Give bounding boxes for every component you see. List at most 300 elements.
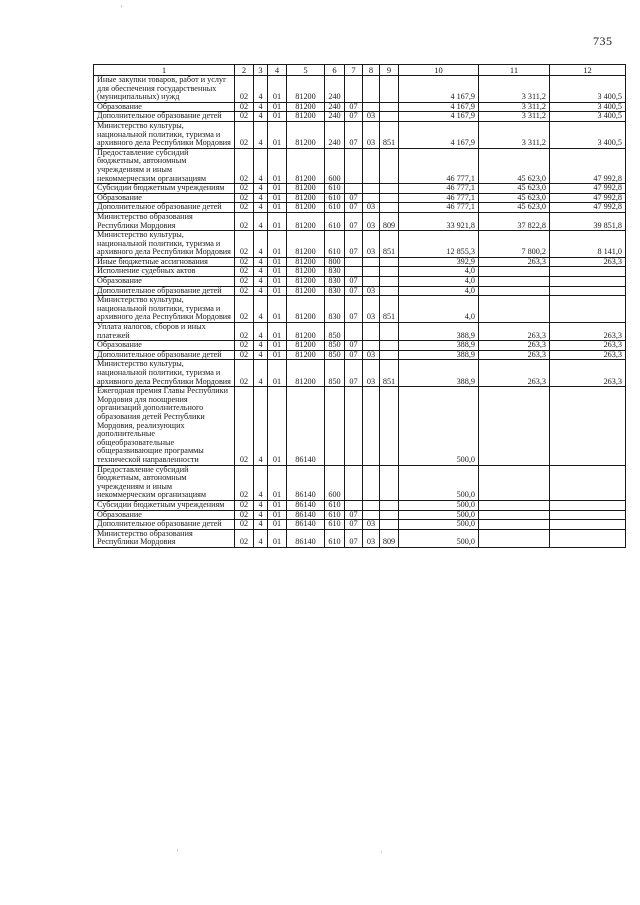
code-4-cell: 01 [268, 341, 287, 351]
amount-12-cell [550, 267, 626, 277]
table-row [94, 277, 626, 287]
table-row [94, 296, 626, 323]
code-6-cell: 850 [325, 350, 345, 360]
code-5-cell: 86140 [287, 465, 325, 500]
amount-12-cell: 39 851,8 [550, 212, 626, 230]
code-6-cell: 610 [325, 520, 345, 530]
code-2-cell: 02 [235, 387, 254, 465]
amount-10-cell: 392,9 [399, 257, 479, 267]
code-9-cell [380, 500, 399, 510]
amount-11-cell [479, 529, 550, 547]
code-3-cell: 4 [254, 148, 268, 183]
code-5-cell: 81200 [287, 112, 325, 122]
code-2-cell: 02 [235, 529, 254, 547]
code-9-cell [380, 277, 399, 287]
code-3-cell: 4 [254, 121, 268, 148]
amount-12-cell [550, 500, 626, 510]
code-8-cell: 03 [363, 212, 380, 230]
code-6-cell: 240 [325, 102, 345, 112]
amount-10-cell: 500,0 [399, 465, 479, 500]
code-2-cell: 02 [235, 203, 254, 213]
code-6-cell [325, 387, 345, 465]
code-4-cell: 01 [268, 121, 287, 148]
code-3-cell: 4 [254, 465, 268, 500]
code-6-cell: 830 [325, 277, 345, 287]
code-6-cell: 600 [325, 465, 345, 500]
code-3-cell: 4 [254, 231, 268, 258]
code-7-cell: 07 [345, 231, 363, 258]
row-label-cell: Дополнительное образование детей [94, 520, 235, 530]
amount-12-cell: 263,3 [550, 341, 626, 351]
code-8-cell: 03 [363, 520, 380, 530]
code-3-cell: 4 [254, 193, 268, 203]
table-row [94, 341, 626, 351]
table-row [94, 203, 626, 213]
row-label-cell: Образование [94, 510, 235, 520]
column-header-6: 6 [325, 65, 345, 76]
code-4-cell: 01 [268, 102, 287, 112]
code-6-cell: 240 [325, 76, 345, 103]
column-header-9: 9 [380, 65, 399, 76]
amount-12-cell [550, 387, 626, 465]
code-2-cell: 02 [235, 102, 254, 112]
code-3-cell: 4 [254, 257, 268, 267]
code-6-cell: 610 [325, 231, 345, 258]
code-3-cell: 4 [254, 296, 268, 323]
amount-11-cell [479, 510, 550, 520]
table-row [94, 121, 626, 148]
amount-10-cell: 4 167,9 [399, 76, 479, 103]
row-label-cell: Уплата налогов, сборов и иных платежей [94, 323, 235, 341]
code-4-cell: 01 [268, 277, 287, 287]
code-4-cell: 01 [268, 193, 287, 203]
table-row [94, 76, 626, 103]
code-8-cell: 03 [363, 360, 380, 387]
code-5-cell: 81200 [287, 231, 325, 258]
amount-12-cell [550, 465, 626, 500]
code-2-cell: 02 [235, 465, 254, 500]
row-label-cell: Образование [94, 102, 235, 112]
code-2-cell: 02 [235, 257, 254, 267]
code-7-cell: 07 [345, 296, 363, 323]
code-8-cell [363, 257, 380, 267]
amount-10-cell: 4,0 [399, 286, 479, 296]
code-9-cell [380, 257, 399, 267]
amount-10-cell: 4,0 [399, 277, 479, 287]
code-7-cell [345, 387, 363, 465]
row-label-cell: Образование [94, 193, 235, 203]
code-2-cell: 02 [235, 520, 254, 530]
code-6-cell: 610 [325, 500, 345, 510]
code-3-cell: 4 [254, 212, 268, 230]
amount-12-cell: 263,3 [550, 323, 626, 341]
amount-11-cell [479, 520, 550, 530]
table-row [94, 286, 626, 296]
code-3-cell: 4 [254, 112, 268, 122]
code-7-cell: 07 [345, 341, 363, 351]
code-9-cell [380, 350, 399, 360]
code-8-cell: 03 [363, 203, 380, 213]
code-7-cell: 07 [345, 212, 363, 230]
code-9-cell [380, 76, 399, 103]
amount-12-cell: 47 992,8 [550, 193, 626, 203]
table-row [94, 520, 626, 530]
column-header-12: 12 [550, 65, 626, 76]
row-label-cell: Предоставление субсидий бюджетным, автономным учреждениям и иным некоммерческим организациям [94, 148, 235, 183]
amount-11-cell: 37 822,8 [479, 212, 550, 230]
code-2-cell: 02 [235, 323, 254, 341]
code-2-cell: 02 [235, 500, 254, 510]
code-5-cell: 86140 [287, 510, 325, 520]
code-3-cell: 4 [254, 500, 268, 510]
code-4-cell: 01 [268, 500, 287, 510]
column-header-7: 7 [345, 65, 363, 76]
code-8-cell [363, 387, 380, 465]
code-6-cell: 600 [325, 148, 345, 183]
table-row [94, 360, 626, 387]
table-row [94, 267, 626, 277]
budget-table [93, 64, 626, 548]
code-2-cell: 02 [235, 360, 254, 387]
amount-12-cell: 263,3 [550, 360, 626, 387]
amount-12-cell: 263,3 [550, 350, 626, 360]
code-5-cell: 81200 [287, 148, 325, 183]
code-9-cell [380, 286, 399, 296]
table-row [94, 500, 626, 510]
code-7-cell [345, 76, 363, 103]
code-5-cell: 81200 [287, 341, 325, 351]
code-9-cell: 851 [380, 360, 399, 387]
amount-11-cell: 3 311,2 [479, 76, 550, 103]
amount-10-cell: 4 167,9 [399, 102, 479, 112]
code-3-cell: 4 [254, 267, 268, 277]
code-5-cell: 81200 [287, 350, 325, 360]
amount-12-cell: 3 400,5 [550, 76, 626, 103]
code-7-cell: 07 [345, 203, 363, 213]
scan-speck: ' [177, 848, 179, 857]
amount-11-cell: 45 623,0 [479, 193, 550, 203]
table-row [94, 102, 626, 112]
code-5-cell: 81200 [287, 257, 325, 267]
code-6-cell: 610 [325, 193, 345, 203]
code-5-cell: 81200 [287, 296, 325, 323]
column-header-3: 3 [254, 65, 268, 76]
amount-10-cell: 4 167,9 [399, 121, 479, 148]
amount-10-cell: 4,0 [399, 267, 479, 277]
code-9-cell [380, 112, 399, 122]
code-6-cell: 610 [325, 212, 345, 230]
code-2-cell: 02 [235, 510, 254, 520]
code-8-cell: 03 [363, 112, 380, 122]
code-2-cell: 02 [235, 267, 254, 277]
amount-10-cell: 388,9 [399, 350, 479, 360]
header-row [94, 65, 626, 76]
code-4-cell: 01 [268, 112, 287, 122]
code-7-cell [345, 323, 363, 341]
code-5-cell: 81200 [287, 212, 325, 230]
amount-12-cell [550, 529, 626, 547]
code-4-cell: 01 [268, 257, 287, 267]
code-7-cell: 07 [345, 350, 363, 360]
table-row [94, 257, 626, 267]
amount-11-cell [479, 500, 550, 510]
code-8-cell [363, 341, 380, 351]
code-9-cell [380, 267, 399, 277]
table-header [94, 65, 626, 76]
code-6-cell: 800 [325, 257, 345, 267]
row-label-cell: Иные закупки товаров, работ и услуг для обеспечения государственных (муниципальных) нужд [94, 76, 235, 103]
amount-12-cell: 8 141,0 [550, 231, 626, 258]
code-6-cell: 610 [325, 184, 345, 194]
code-7-cell: 07 [345, 277, 363, 287]
code-3-cell: 4 [254, 341, 268, 351]
code-3-cell: 4 [254, 360, 268, 387]
code-4-cell: 01 [268, 286, 287, 296]
code-5-cell: 81200 [287, 360, 325, 387]
code-3-cell: 4 [254, 277, 268, 287]
amount-12-cell [550, 286, 626, 296]
code-6-cell: 240 [325, 112, 345, 122]
code-8-cell [363, 148, 380, 183]
row-label-cell: Субсидии бюджетным учреждениям [94, 500, 235, 510]
code-8-cell: 03 [363, 350, 380, 360]
amount-10-cell: 388,9 [399, 360, 479, 387]
code-9-cell [380, 510, 399, 520]
code-4-cell: 01 [268, 529, 287, 547]
column-header-1: 1 [94, 65, 235, 76]
amount-10-cell: 500,0 [399, 520, 479, 530]
code-9-cell [380, 203, 399, 213]
code-2-cell: 02 [235, 296, 254, 323]
amount-11-cell [479, 296, 550, 323]
table-row [94, 193, 626, 203]
code-6-cell: 610 [325, 510, 345, 520]
code-5-cell: 86140 [287, 520, 325, 530]
row-label-cell: Министерство культуры, национальной политики, туризма и архивного дела Республики Мордовия [94, 121, 235, 148]
code-3-cell: 4 [254, 510, 268, 520]
code-4-cell: 01 [268, 465, 287, 500]
code-3-cell: 4 [254, 76, 268, 103]
amount-11-cell: 3 311,2 [479, 102, 550, 112]
code-8-cell [363, 510, 380, 520]
row-label-cell: Предоставление субсидий бюджетным, автономным учреждениям и иным некоммерческим организациям [94, 465, 235, 500]
code-6-cell: 850 [325, 341, 345, 351]
code-8-cell [363, 267, 380, 277]
code-9-cell [380, 193, 399, 203]
amount-12-cell: 3 400,5 [550, 112, 626, 122]
code-4-cell: 01 [268, 323, 287, 341]
code-7-cell [345, 267, 363, 277]
code-5-cell: 86140 [287, 529, 325, 547]
amount-12-cell: 47 992,8 [550, 148, 626, 183]
code-9-cell [380, 341, 399, 351]
code-5-cell: 81200 [287, 203, 325, 213]
amount-11-cell: 263,3 [479, 360, 550, 387]
column-header-10: 10 [399, 65, 479, 76]
code-2-cell: 02 [235, 184, 254, 194]
code-2-cell: 02 [235, 231, 254, 258]
code-4-cell: 01 [268, 296, 287, 323]
table-row [94, 465, 626, 500]
amount-11-cell [479, 387, 550, 465]
amount-11-cell: 3 311,2 [479, 112, 550, 122]
column-header-8: 8 [363, 65, 380, 76]
amount-11-cell [479, 286, 550, 296]
code-9-cell: 809 [380, 529, 399, 547]
row-label-cell: Министерство культуры, национальной политики, туризма и архивного дела Республики Мордовия [94, 296, 235, 323]
code-8-cell [363, 76, 380, 103]
code-9-cell [380, 465, 399, 500]
column-header-4: 4 [268, 65, 287, 76]
row-label-cell: Образование [94, 341, 235, 351]
amount-12-cell: 3 400,5 [550, 102, 626, 112]
code-2-cell: 02 [235, 112, 254, 122]
amount-10-cell: 500,0 [399, 500, 479, 510]
code-7-cell: 07 [345, 121, 363, 148]
code-6-cell: 830 [325, 296, 345, 323]
row-label-cell: Дополнительное образование детей [94, 112, 235, 122]
code-5-cell: 81200 [287, 323, 325, 341]
amount-12-cell: 263,3 [550, 257, 626, 267]
table-row [94, 112, 626, 122]
code-2-cell: 02 [235, 76, 254, 103]
code-2-cell: 02 [235, 148, 254, 183]
amount-11-cell: 3 311,2 [479, 121, 550, 148]
code-9-cell [380, 102, 399, 112]
code-8-cell [363, 277, 380, 287]
code-8-cell [363, 193, 380, 203]
code-5-cell: 81200 [287, 184, 325, 194]
amount-10-cell: 500,0 [399, 529, 479, 547]
code-5-cell: 81200 [287, 102, 325, 112]
row-label-cell: Дополнительное образование детей [94, 203, 235, 213]
code-6-cell: 610 [325, 203, 345, 213]
code-9-cell [380, 387, 399, 465]
scan-speck: · [380, 848, 383, 857]
code-7-cell: 07 [345, 112, 363, 122]
code-2-cell: 02 [235, 121, 254, 148]
code-4-cell: 01 [268, 212, 287, 230]
amount-11-cell: 7 800,2 [479, 231, 550, 258]
code-3-cell: 4 [254, 387, 268, 465]
code-2-cell: 02 [235, 341, 254, 351]
code-7-cell [345, 148, 363, 183]
code-8-cell: 03 [363, 231, 380, 258]
code-6-cell: 850 [325, 323, 345, 341]
code-9-cell: 809 [380, 212, 399, 230]
code-5-cell: 81200 [287, 267, 325, 277]
amount-10-cell: 46 777,1 [399, 203, 479, 213]
amount-12-cell [550, 277, 626, 287]
table-row [94, 510, 626, 520]
amount-11-cell: 45 623,0 [479, 203, 550, 213]
table-row [94, 387, 626, 465]
code-8-cell [363, 465, 380, 500]
row-label-cell: Дополнительное образование детей [94, 350, 235, 360]
code-4-cell: 01 [268, 360, 287, 387]
amount-12-cell: 47 992,8 [550, 203, 626, 213]
amount-10-cell: 500,0 [399, 510, 479, 520]
code-4-cell: 01 [268, 510, 287, 520]
code-4-cell: 01 [268, 520, 287, 530]
row-label-cell: Министерство образования Республики Мордовия [94, 529, 235, 547]
row-label-cell: Субсидии бюджетным учреждениям [94, 184, 235, 194]
code-4-cell: 01 [268, 350, 287, 360]
amount-12-cell [550, 296, 626, 323]
code-5-cell: 81200 [287, 277, 325, 287]
code-9-cell [380, 520, 399, 530]
code-4-cell: 01 [268, 387, 287, 465]
amount-12-cell: 47 992,8 [550, 184, 626, 194]
code-9-cell [380, 148, 399, 183]
table-row [94, 148, 626, 183]
amount-10-cell: 33 921,8 [399, 212, 479, 230]
code-5-cell: 81200 [287, 286, 325, 296]
amount-10-cell: 4 167,9 [399, 112, 479, 122]
table-row [94, 231, 626, 258]
amount-12-cell [550, 520, 626, 530]
code-7-cell [345, 184, 363, 194]
code-4-cell: 01 [268, 148, 287, 183]
row-label-cell: Ежегодная премия Главы Республики Мордовия для поощрения организаций дополнительного образования детей Республики Мордовия, реализующих дополнительные общеобразовательные общеразвивающие программы технической направленности [94, 387, 235, 465]
row-label-cell: Образование [94, 277, 235, 287]
code-9-cell: 851 [380, 296, 399, 323]
code-8-cell: 03 [363, 121, 380, 148]
row-label-cell: Министерство культуры, национальной политики, туризма и архивного дела Республики Мордовия [94, 231, 235, 258]
code-3-cell: 4 [254, 184, 268, 194]
amount-11-cell [479, 465, 550, 500]
table-row [94, 350, 626, 360]
table-row [94, 212, 626, 230]
code-7-cell: 07 [345, 286, 363, 296]
code-7-cell [345, 500, 363, 510]
code-2-cell: 02 [235, 350, 254, 360]
code-4-cell: 01 [268, 203, 287, 213]
code-8-cell: 03 [363, 296, 380, 323]
code-3-cell: 4 [254, 102, 268, 112]
table-row [94, 323, 626, 341]
code-3-cell: 4 [254, 323, 268, 341]
row-label-cell: Министерство культуры, национальной политики, туризма и архивного дела Республики Мордовия [94, 360, 235, 387]
code-7-cell: 07 [345, 193, 363, 203]
code-2-cell: 02 [235, 193, 254, 203]
row-label-cell: Исполнение судебных актов [94, 267, 235, 277]
code-4-cell: 01 [268, 76, 287, 103]
code-7-cell [345, 257, 363, 267]
code-8-cell: 03 [363, 529, 380, 547]
scan-speck: ' [121, 4, 123, 13]
code-6-cell: 830 [325, 286, 345, 296]
amount-11-cell: 45 623,0 [479, 184, 550, 194]
code-7-cell: 07 [345, 360, 363, 387]
code-3-cell: 4 [254, 350, 268, 360]
code-9-cell [380, 184, 399, 194]
code-5-cell: 81200 [287, 193, 325, 203]
amount-11-cell: 263,3 [479, 323, 550, 341]
code-5-cell: 86140 [287, 387, 325, 465]
code-4-cell: 01 [268, 231, 287, 258]
code-2-cell: 02 [235, 286, 254, 296]
code-5-cell: 81200 [287, 76, 325, 103]
amount-10-cell: 46 777,1 [399, 193, 479, 203]
row-label-cell: Дополнительное образование детей [94, 286, 235, 296]
column-header-5: 5 [287, 65, 325, 76]
code-7-cell: 07 [345, 102, 363, 112]
code-6-cell: 850 [325, 360, 345, 387]
amount-10-cell: 12 855,3 [399, 231, 479, 258]
table-row [94, 529, 626, 547]
code-3-cell: 4 [254, 529, 268, 547]
